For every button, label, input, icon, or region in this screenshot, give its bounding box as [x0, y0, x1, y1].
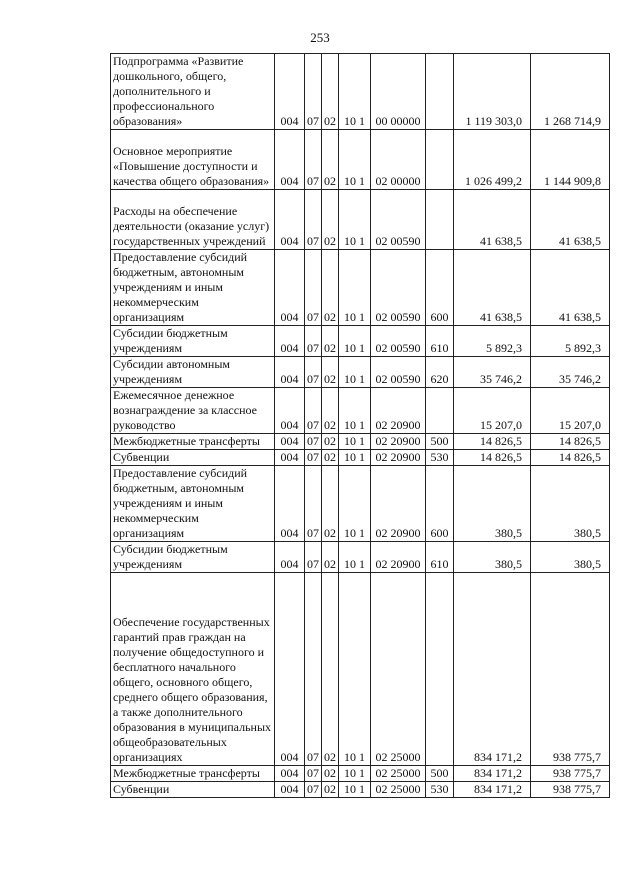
amount-first-year: 380,5 — [454, 466, 531, 542]
amount-second-year: 1 144 909,8 — [531, 130, 610, 190]
amount-second-year: 14 826,5 — [531, 450, 610, 466]
amount-second-year: 1 268 714,9 — [531, 54, 610, 130]
subsection-code: 02 — [322, 54, 339, 130]
section-code: 07 — [305, 466, 322, 542]
page-number: 253 — [310, 30, 330, 45]
row-name: Предоставление субсидий бюджетным, автономным учреждениям и иным некоммерческим организациям — [111, 466, 275, 542]
amount-second-year: 380,5 — [531, 542, 610, 573]
expense-type-code — [426, 130, 454, 190]
budget-table — [110, 53, 610, 798]
table-row — [111, 466, 610, 542]
ministry-code: 004 — [275, 326, 305, 357]
item-code: 02 20900 — [371, 388, 426, 434]
amount-first-year: 14 826,5 — [454, 434, 531, 450]
amount-first-year: 1 119 303,0 — [454, 54, 531, 130]
subsection-code: 02 — [322, 326, 339, 357]
subsection-code: 02 — [322, 357, 339, 388]
section-code: 07 — [305, 190, 322, 250]
row-name: Межбюджетные трансферты — [111, 766, 275, 782]
table-row — [111, 782, 610, 798]
section-code: 07 — [305, 250, 322, 326]
program-code: 10 1 — [339, 466, 371, 542]
table-row — [111, 766, 610, 782]
subsection-code: 02 — [322, 190, 339, 250]
section-code: 07 — [305, 326, 322, 357]
table-row — [111, 54, 610, 130]
expense-type-code: 500 — [426, 434, 454, 450]
amount-first-year: 834 171,2 — [454, 573, 531, 766]
section-code: 07 — [305, 573, 322, 766]
row-name: Расходы на обеспечение деятельности (оказание услуг) государственных учреждений — [111, 190, 275, 250]
item-code: 02 00590 — [371, 326, 426, 357]
amount-first-year: 35 746,2 — [454, 357, 531, 388]
program-code: 10 1 — [339, 782, 371, 798]
section-code: 07 — [305, 130, 322, 190]
table-row — [111, 357, 610, 388]
program-code: 10 1 — [339, 250, 371, 326]
program-code: 10 1 — [339, 388, 371, 434]
section-code: 07 — [305, 434, 322, 450]
section-code: 07 — [305, 542, 322, 573]
row-name: Межбюджетные трансферты — [111, 434, 275, 450]
subsection-code: 02 — [322, 782, 339, 798]
item-code: 02 00590 — [371, 190, 426, 250]
subsection-code: 02 — [322, 434, 339, 450]
ministry-code: 004 — [275, 190, 305, 250]
table-row — [111, 130, 610, 190]
amount-second-year: 938 775,7 — [531, 766, 610, 782]
row-name: Субсидии бюджетным учреждениям — [111, 542, 275, 573]
item-code: 02 25000 — [371, 766, 426, 782]
table-row — [111, 326, 610, 357]
item-code: 02 20900 — [371, 434, 426, 450]
amount-first-year: 41 638,5 — [454, 250, 531, 326]
subsection-code: 02 — [322, 573, 339, 766]
item-code: 00 00000 — [371, 54, 426, 130]
item-code: 02 00590 — [371, 250, 426, 326]
table-row — [111, 542, 610, 573]
subsection-code: 02 — [322, 130, 339, 190]
program-code: 10 1 — [339, 130, 371, 190]
subsection-code: 02 — [322, 250, 339, 326]
ministry-code: 004 — [275, 466, 305, 542]
table-row — [111, 573, 610, 766]
subsection-code: 02 — [322, 766, 339, 782]
ministry-code: 004 — [275, 250, 305, 326]
amount-first-year: 1 026 499,2 — [454, 130, 531, 190]
amount-first-year: 834 171,2 — [454, 782, 531, 798]
program-code: 10 1 — [339, 434, 371, 450]
ministry-code: 004 — [275, 782, 305, 798]
amount-second-year: 938 775,7 — [531, 573, 610, 766]
amount-second-year: 938 775,7 — [531, 782, 610, 798]
section-code: 07 — [305, 766, 322, 782]
expense-type-code — [426, 54, 454, 130]
table-row — [111, 250, 610, 326]
ministry-code: 004 — [275, 573, 305, 766]
ministry-code: 004 — [275, 388, 305, 434]
section-code: 07 — [305, 782, 322, 798]
ministry-code: 004 — [275, 357, 305, 388]
item-code: 02 20900 — [371, 450, 426, 466]
row-name: Подпрограмма «Развитие дошкольного, общего, дополнительного и профессионального образования» — [111, 54, 275, 130]
ministry-code: 004 — [275, 542, 305, 573]
amount-second-year: 41 638,5 — [531, 190, 610, 250]
row-name: Предоставление субсидий бюджетным, автономным учреждениям и иным некоммерческим организациям — [111, 250, 275, 326]
subsection-code: 02 — [322, 542, 339, 573]
amount-second-year: 380,5 — [531, 466, 610, 542]
item-code: 02 25000 — [371, 782, 426, 798]
row-name: Основное мероприятие «Повышение доступности и качества общего образования» — [111, 130, 275, 190]
expense-type-code: 600 — [426, 250, 454, 326]
amount-second-year: 41 638,5 — [531, 250, 610, 326]
row-name: Ежемесячное денежное вознаграждение за классное руководство — [111, 388, 275, 434]
amount-first-year: 5 892,3 — [454, 326, 531, 357]
ministry-code: 004 — [275, 766, 305, 782]
expense-type-code: 620 — [426, 357, 454, 388]
program-code: 10 1 — [339, 573, 371, 766]
expense-type-code: 600 — [426, 466, 454, 542]
ministry-code: 004 — [275, 54, 305, 130]
ministry-code: 004 — [275, 130, 305, 190]
ministry-code: 004 — [275, 434, 305, 450]
section-code: 07 — [305, 388, 322, 434]
amount-first-year: 834 171,2 — [454, 766, 531, 782]
subsection-code: 02 — [322, 388, 339, 434]
amount-second-year: 5 892,3 — [531, 326, 610, 357]
expense-type-code — [426, 190, 454, 250]
program-code: 10 1 — [339, 542, 371, 573]
table-row — [111, 388, 610, 434]
amount-first-year: 380,5 — [454, 542, 531, 573]
expense-type-code — [426, 388, 454, 434]
section-code: 07 — [305, 54, 322, 130]
section-code: 07 — [305, 357, 322, 388]
amount-second-year: 15 207,0 — [531, 388, 610, 434]
amount-second-year: 14 826,5 — [531, 434, 610, 450]
amount-first-year: 14 826,5 — [454, 450, 531, 466]
expense-type-code — [426, 573, 454, 766]
row-name: Субсидии бюджетным учреждениям — [111, 326, 275, 357]
expense-type-code: 610 — [426, 542, 454, 573]
program-code: 10 1 — [339, 326, 371, 357]
table-body — [111, 54, 610, 798]
table-row — [111, 450, 610, 466]
item-code: 02 25000 — [371, 573, 426, 766]
subsection-code: 02 — [322, 466, 339, 542]
amount-second-year: 35 746,2 — [531, 357, 610, 388]
item-code: 02 00590 — [371, 357, 426, 388]
program-code: 10 1 — [339, 190, 371, 250]
section-code: 07 — [305, 450, 322, 466]
row-name: Обеспечение государственных гарантий прав граждан на получение общедоступного и бесплатного начального общего, основного общего, среднего общего образования, а также дополнительного образования в муниципальных общеобразовательных организациях — [111, 573, 275, 766]
expense-type-code: 530 — [426, 782, 454, 798]
table-row — [111, 434, 610, 450]
row-name: Субвенции — [111, 450, 275, 466]
program-code: 10 1 — [339, 54, 371, 130]
subsection-code: 02 — [322, 450, 339, 466]
item-code: 02 20900 — [371, 466, 426, 542]
amount-first-year: 15 207,0 — [454, 388, 531, 434]
program-code: 10 1 — [339, 450, 371, 466]
row-name: Субсидии автономным учреждениям — [111, 357, 275, 388]
item-code: 02 20900 — [371, 542, 426, 573]
program-code: 10 1 — [339, 357, 371, 388]
row-name: Субвенции — [111, 782, 275, 798]
expense-type-code: 530 — [426, 450, 454, 466]
item-code: 02 00000 — [371, 130, 426, 190]
expense-type-code: 610 — [426, 326, 454, 357]
amount-first-year: 41 638,5 — [454, 190, 531, 250]
program-code: 10 1 — [339, 766, 371, 782]
ministry-code: 004 — [275, 450, 305, 466]
expense-type-code: 500 — [426, 766, 454, 782]
table-row — [111, 190, 610, 250]
